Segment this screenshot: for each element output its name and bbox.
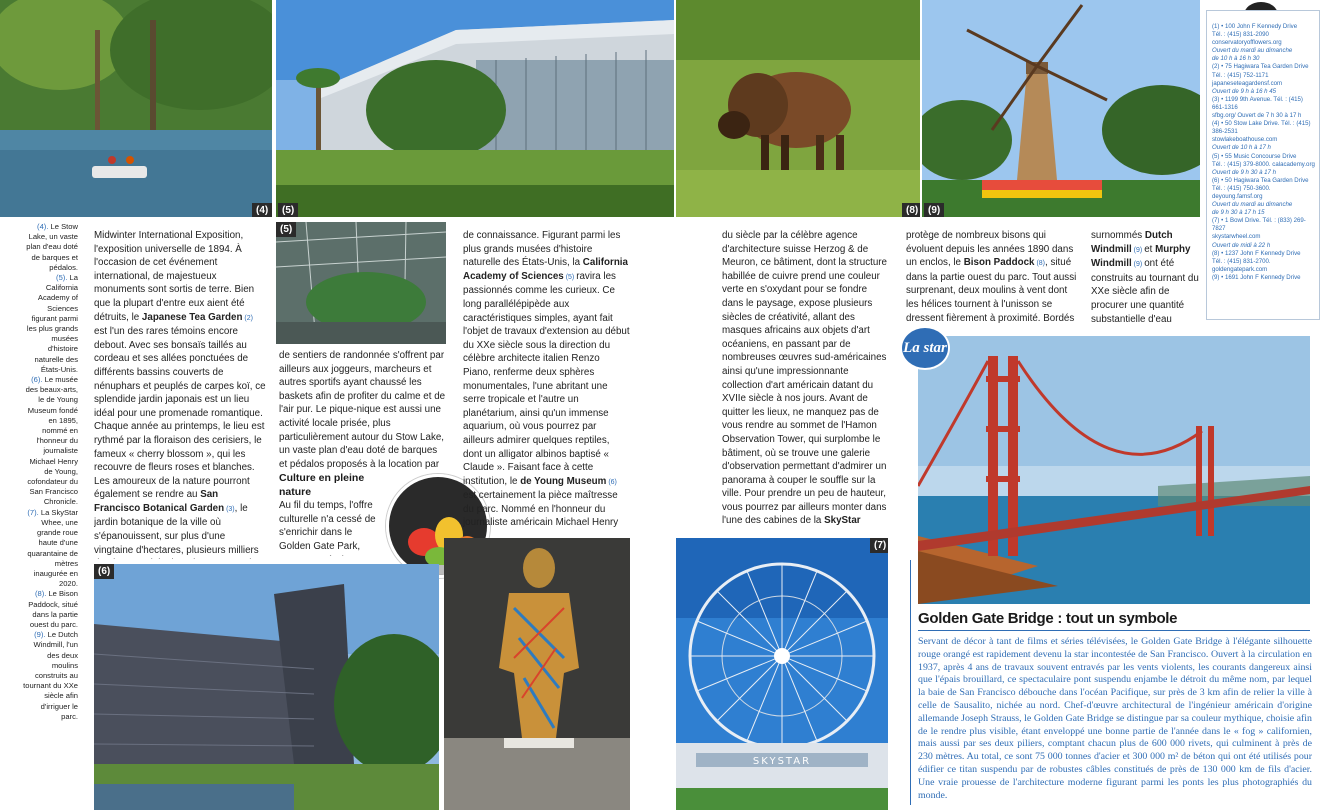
photo-de-young-museum [94,564,439,810]
photo-number: (6) [94,564,114,579]
reperes-line: (7) • 1 Bowl Drive. Tél. : (833) 269-7827 [1212,217,1306,233]
photo-statue [444,538,630,810]
reperes-line: de 10 h à 16 h 30 [1212,55,1260,63]
photo-skystar-wheel [676,538,888,810]
photo-stow-lake [0,0,272,217]
reperes-line: Ouvert de 10 h à 17 h [1212,144,1271,152]
article-column-2: de sentiers de randonnée s'offrent par ailleurs aux joggeurs, marcheurs et autres sportifs ayant chaussé les baskets afin de profiter du calme et de l'air pur. Le pique-nique est aussi une activité locale prisée, plus particulièrement autour du Stow Lake, un vaste plan d'eau doté de barques et pédalos proposés à la location par [279,350,446,469]
reperes-line: Tél. : (415) 752-1171 [1212,71,1269,79]
photo-number: (5) [278,203,298,217]
bison-illustration [676,0,920,217]
reperes-line: Ouvert du mardi au dimanche [1212,201,1293,209]
academy-illustration [276,0,674,217]
skystar-sign: SKYSTAR [752,756,812,767]
reperes-line: (5) • 55 Music Concourse Drive [1212,152,1297,160]
la-star-rule [910,560,911,805]
caption-6: (6). Le musée des beaux-arts, le de Young Museum fondé en 1895, nommé en l'honneur du journaliste Michael Henry de Young, cofondateur du San Francisco Chronicle. [25,375,78,507]
article-column-5: protège de nombreux bisons qui évoluent depuis les années 1890 dans un enclos, le Bison Paddock (8), situé dans la partie ouest du parc. Tout aussi surprenant, deux moulins à vent dont les hélices tournent à l'unisson se dressent fièrement à proximité. Bordés [906,230,1077,324]
article-column-1: Midwinter International Exposition, l'exposition universelle de 1894. À l'occasion de cet événement international, de majestueux monuments sont sortis de terre. Bien que la plupart d'entre eux aient été détruits, le Japanese Tea Garden (2) est l'un des rares témoins encore debout. Avec ses bonsaïs taillés au cordeau et ses allées ponctuées de différents bassins couverts de nénuphars et peuplés de carpes koï, ce splendide jardin japonais est un lieu idéal pour une promenade romantique. Chaque année au printemps, le lieu est rythmé par la floraison des cerisiers, le fameux « cherry blossom », qui les recouvre de fleurs roses et blanches. Les amoureux de la nature pourront également se rendre au San Francisco Botanical Garden (3), le jardin botanique de la ville où s'épanouissent, sur plus d'une vingtaine d'hectares, plusieurs milliers [94,230,266,556]
reperes-line: Tél. : (415) 379-8000. calacademy.org [1212,160,1315,168]
reperes-line: (9) • 1691 John F Kennedy Drive [1212,273,1301,281]
reperes-line: (2) • 75 Hagiwara Tea Garden Drive [1212,63,1309,71]
reperes-line: (4) • 50 Stow Lake Drive. Tél. : (415) 386-2531 [1212,120,1311,136]
golden-gate-title: Golden Gate Bridge : tout un symbole [918,610,1178,627]
reperes-line: skystarwheel.com [1212,233,1261,241]
golden-gate-title-rule [918,630,1310,631]
photo-dutch-windmill [922,0,1200,217]
reperes-line: japaneseteagardensf.com [1212,79,1283,87]
caption-4: (4). Le Stow Lake, un vaste plan d'eau doté de barques et pédalos. [26,222,78,272]
statue-illustration [444,538,630,810]
caption-8: (8). Le Bison Paddock, situé dans la partie ouest du parc. [28,589,78,629]
photo-california-academy [276,0,674,217]
reperes-line: conservatoryofflowers.org [1212,39,1282,47]
reperes-line: Ouvert de midi à 22 h [1212,241,1271,249]
reperes-line: (3) • 1199 9th Avenue. Tél. : (415) 661-1316 [1212,95,1303,111]
article-column-3: de connaissance. Figurant parmi les plus grands musées d'histoire naturelle des États-Unis, la California Academy of Sciences (5) ravira les passionnés comme les curieux. Ce long parallélépipède aux caractéristiques simples, ayant fait l'objet de travaux d'extension au début du XXe siècle sous la direction du célèbre architecte italien Renzo Piano, renferme deux sphères monumentales, l'une abritant une serre tropicale et l'autre un planétarium, ainsi qu'un immense aquarium, où vous pourrez par ailleurs admirer quelques reptiles, dont un alligator albinos baptisé « Claude ». Faisant face à cette institution, le de Young Museum (6) est certainement la pièce maîtresse du parc. Nommé en l'honneur du journaliste américain Michael Henry [463,230,630,529]
golden-gate-body: Servant de décor à tant de films et séries télévisées, le Golden Gate Bridge à l'élégante silhouette rouge orangé est rapidement devenu la star incontestée de San Francisco. Ouvert à la circulation en 1937, après 4 ans de travaux souvent entravés par les vents violents, les courants dangereux ainsi que l'épais brouillard, ce spectaculaire pont suspendu enjambe le détroit du même nom, par lequel la baie de San Francisco débouche dans l'océan Pacifique, sur près de 3 km afin de relier la ville à celle de Sausalito, nichée au nord. Chef-d'œuvre architectural de l'ingénieur américain d'origine allemande Joseph Strauss, le Golden Gate Bridge se distingue par sa couleur mythique, choisie afin de le rendre plus visible, étant enveloppé une bonne partie de l'année dans le « fog » californien, mais aussi par ses deux piliers, comptant chacun plus de 600 000 rivets, qui culminent à près de 230 mètres. Au total, ce sont 75 000 tonnes d'acier et 300 000 m² de béton qui ont été utilisés pour édifier ce titan suspendu par de robustes câbles constitués de près de 130 000 km de fils d'acier. Une vraie prouesse de l'architecture moderne figurant parmi les ponts les plus photographiés du monde. [918,636,1312,801]
reperes-line: stowlakeboathouse.com [1212,136,1278,144]
reperes-line: (6) • 50 Hagiwara Tea Garden Drive [1212,176,1309,184]
caption-7: (7). La SkyStar Whee, une grande roue haute d'une quarantaine de mètres inaugurée en 2020. [27,507,78,589]
reperes-box [1206,10,1320,320]
photo-number: (9) [924,203,944,217]
photo-number: (7) [870,538,888,553]
article-column-2-culture: Culture en pleine nature Au fil du temps, l'offre culturelle n'a cessé de s'enrichir dans le Golden Gate Park, [279,472,379,556]
reperes-line: Ouvert du mardi au dimanche [1212,47,1293,55]
reperes-line: de 9 h 30 à 17 h 15 [1212,209,1265,217]
de-young-illustration [94,564,439,810]
photo-bison [676,0,920,217]
photo-number: (8) [902,203,920,217]
photo-golden-gate-bridge [918,336,1310,604]
reperes-line: (8) • 1237 John F Kennedy Drive [1212,249,1301,257]
subheading-culture: Culture en pleine nature [279,472,365,498]
la-star-badge: La star [900,326,950,370]
reperes-line: Tél. : (415) 831-2700. goldengatepark.com [1212,257,1271,273]
photo-captions-sidebar [22,222,78,722]
photo-academy-interior [276,222,446,344]
reperes-line: Tél. : (415) 831-2090 [1212,31,1269,39]
photo-number: (4) [252,203,272,217]
reperes-line: (1) • 100 John F Kennedy Drive [1212,23,1298,30]
article-column-4: du siècle par la célèbre agence d'architecture suisse Herzog & de Meuron, ce bâtiment, dont la structure habillée de cuivre prend une couleur verte en s'oxydant pour se fondre dans le paysage, expose plusieurs siècles de créativité, allant des masques africains aux objets d'art océaniens, en passant par de nombreuses œuvres sud-américaines ainsi qu'une impressionnante collection d'art américain datant du XVIIe siècle à nos jours. Avant de quitter les lieux, ne manquez pas de vous rendre au sommet de l'Hamon Observation Tower, qui surplombe le bâtiment, où se trouve une galerie d'observation permettant d'admirer un panorama à couper le souffle sur la ville. Pour prendre un peu de hauteur, vous pourrez par ailleurs monter dans l'une des cabines de la SkyStar [722,230,887,527]
reperes-line: Tél. : (415) 750-3600. deyoung.famsf.org [1212,184,1271,200]
skystar-illustration [676,538,888,810]
reperes-line: Ouvert de 9 h 30 à 17 h [1212,168,1277,176]
photo-number: (5) [276,222,296,237]
reperes-line: Ouvert de 9 h à 16 h 45 [1212,87,1277,95]
caption-9: (9). Le Dutch Windmill, l'un des deux moulins construits au tournant du XXe siècle afin d'irriguer le parc. [23,630,78,721]
golden-gate-illustration [918,336,1310,604]
caption-5: (5). La California Academy of Sciences figurant parmi les plus grands musées d'histoire naturelle des États-Unis. [26,273,78,374]
reperes-line: sfbg.org/ Ouvert de 7 h 30 à 17 h [1212,112,1302,120]
article-column-6: surnommés Dutch Windmill (9) et Murphy Windmill (9) ont été construits au tournant du XXe siècle afin de procurer une quantité substantielle d'eau [1091,230,1199,325]
interior-illustration [276,222,446,344]
windmill-illustration [922,0,1200,217]
stow-lake-illustration [0,0,272,217]
